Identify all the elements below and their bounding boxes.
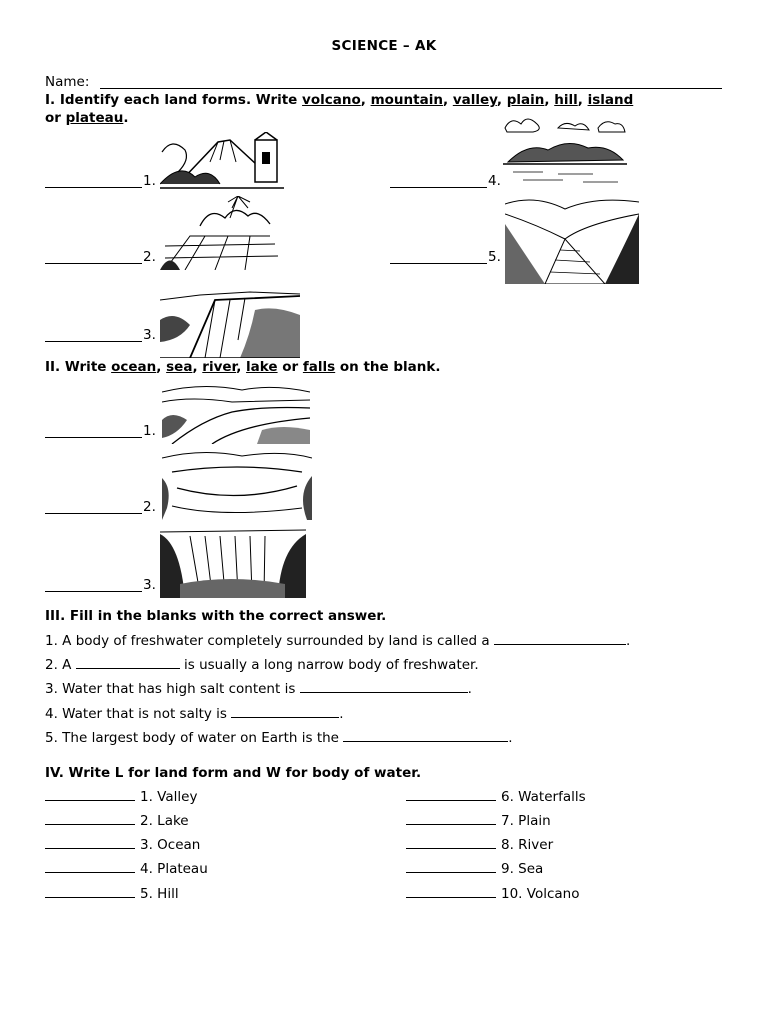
list-item: 5. Hill: [45, 885, 179, 902]
list-item: 3. Ocean: [45, 836, 200, 853]
list-item: 9. Sea: [406, 860, 543, 877]
choice-plateau: plateau: [65, 110, 124, 126]
answer-blank[interactable]: [406, 812, 496, 825]
answer-blank[interactable]: [45, 860, 135, 873]
choice-river: river: [202, 359, 237, 375]
answer-blank[interactable]: [406, 836, 496, 849]
list-item: 6. Waterfalls: [406, 788, 586, 805]
part3-heading: III. Fill in the blanks with the correct answer.: [45, 608, 387, 624]
item-number: 3.: [143, 577, 156, 593]
part1-heading: I. Identify each land forms. Write volcano, mountain, valley, plain, hill, island or plateau.: [45, 92, 634, 126]
answer-blank-1-5[interactable]: [390, 263, 487, 264]
choice-sea: sea: [166, 359, 193, 375]
choice-plain: plain: [506, 92, 545, 108]
river-picture: [162, 380, 310, 444]
valley-picture: [505, 194, 639, 284]
answer-blank[interactable]: [45, 812, 135, 825]
fill-blank[interactable]: [231, 705, 339, 718]
part2-heading: II. Write ocean, sea, river, lake or falls on the blank.: [45, 359, 441, 375]
answer-blank[interactable]: [45, 836, 135, 849]
choice-hill: hill: [554, 92, 578, 108]
fill-blank[interactable]: [300, 680, 468, 693]
part4-heading: IV. Write L for land form and W for body of water.: [45, 765, 422, 781]
answer-blank[interactable]: [45, 885, 135, 898]
item-number: 4.: [488, 173, 501, 189]
answer-blank[interactable]: [45, 788, 135, 801]
item-number: 1.: [143, 173, 156, 189]
name-blank[interactable]: [100, 88, 722, 89]
plateau-picture: [160, 280, 300, 358]
answer-blank-2-3[interactable]: [45, 591, 142, 592]
item-number: 5.: [488, 249, 501, 265]
question-3-3: 3. Water that has high salt content is .: [45, 681, 472, 697]
answer-blank-1-1[interactable]: [45, 187, 142, 188]
falls-picture: [160, 524, 306, 598]
list-item: 4. Plateau: [45, 860, 208, 877]
lake-picture: [162, 448, 312, 520]
choice-ocean: ocean: [111, 359, 157, 375]
answer-blank-2-2[interactable]: [45, 513, 142, 514]
fill-blank[interactable]: [494, 632, 626, 645]
fill-blank[interactable]: [343, 729, 508, 742]
item-number: 3.: [143, 327, 156, 343]
volcano-picture: [160, 132, 284, 192]
choice-falls: falls: [302, 359, 336, 375]
item-number: 1.: [143, 423, 156, 439]
question-3-2: 2. A is usually a long narrow body of freshwater.: [45, 657, 479, 673]
choice-volcano: volcano: [302, 92, 361, 108]
question-3-4: 4. Water that is not salty is .: [45, 706, 344, 722]
choice-valley: valley: [452, 92, 497, 108]
item-number: 2.: [143, 499, 156, 515]
choice-island: island: [587, 92, 634, 108]
page-title: SCIENCE – AK: [331, 38, 437, 54]
answer-blank-1-4[interactable]: [390, 187, 487, 188]
list-item: 2. Lake: [45, 812, 189, 829]
answer-blank-2-1[interactable]: [45, 437, 142, 438]
question-3-5: 5. The largest body of water on Earth is the .: [45, 730, 513, 746]
question-3-1: 1. A body of freshwater completely surrounded by land is called a .: [45, 633, 631, 649]
list-item: 10. Volcano: [406, 885, 579, 902]
choice-lake: lake: [246, 359, 278, 375]
item-number: 2.: [143, 249, 156, 265]
answer-blank-1-3[interactable]: [45, 341, 142, 342]
list-item: 7. Plain: [406, 812, 551, 829]
island-picture: [503, 110, 627, 190]
plain-picture: [160, 196, 280, 270]
list-item: 8. River: [406, 836, 553, 853]
answer-blank-1-2[interactable]: [45, 263, 142, 264]
answer-blank[interactable]: [406, 788, 496, 801]
fill-blank[interactable]: [76, 656, 180, 669]
choice-mountain: mountain: [370, 92, 443, 108]
answer-blank[interactable]: [406, 885, 496, 898]
answer-blank[interactable]: [406, 860, 496, 873]
list-item: 1. Valley: [45, 788, 197, 805]
name-label: Name:: [45, 74, 90, 90]
